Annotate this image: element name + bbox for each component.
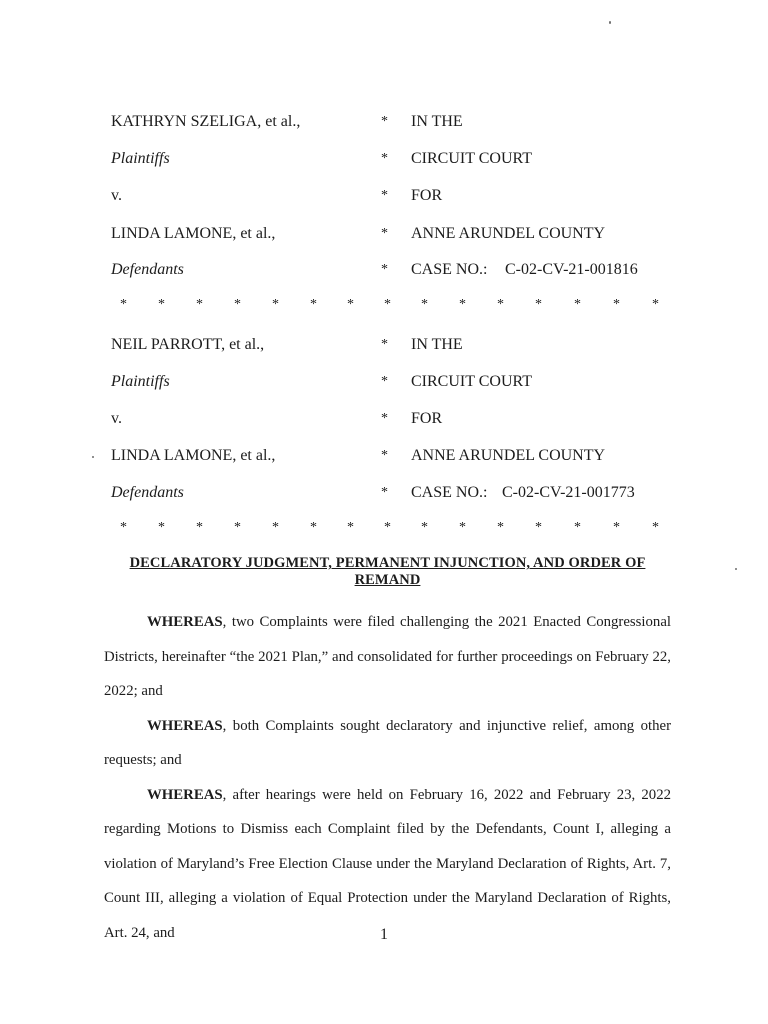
body-text xyxy=(104,605,671,950)
party-role: Plaintiffs xyxy=(111,373,170,390)
caption-star: * xyxy=(381,485,388,500)
caption-row xyxy=(0,444,768,468)
court-line: IN THE xyxy=(411,336,463,353)
separator-stars xyxy=(114,518,664,538)
separator-star: * xyxy=(497,520,504,535)
paragraph-text: , after hearings were held on February 16, 2022 and February 23, 2022 regarding Motions to Dismiss each Complaint filed by the Defendants, Count I, alleging a violation of Maryland’s Free Election Clause under the Maryland Declaration of Rights, Art. 7, Count III, alleging a violation of Equal Protection under the Maryland Declaration of Rights, Art. 24, and xyxy=(104,786,671,941)
separator-star: * xyxy=(196,297,203,312)
court-line: ANNE ARUNDEL COUNTY xyxy=(411,447,606,464)
caption-row xyxy=(0,333,768,357)
separator-star: * xyxy=(574,297,581,312)
separator-star: * xyxy=(497,297,504,312)
separator-star: * xyxy=(347,520,354,535)
case-no-label: CASE NO.: xyxy=(411,484,488,501)
caption-star: * xyxy=(381,337,388,352)
separator-star: * xyxy=(613,520,620,535)
court-line: FOR xyxy=(411,410,443,427)
caption-row xyxy=(0,184,768,208)
caption-row xyxy=(0,222,768,246)
paragraph-text: , both Complaints sought declaratory and injunctive relief, among other requests; and xyxy=(104,717,671,768)
scan-speck xyxy=(609,21,611,24)
caption-row xyxy=(0,370,768,394)
separator-star: * xyxy=(158,520,165,535)
separator-star: * xyxy=(535,520,542,535)
caption-star: * xyxy=(381,226,388,241)
separator-star: * xyxy=(196,520,203,535)
versus: v. xyxy=(111,410,122,427)
party-name: LINDA LAMONE, et al., xyxy=(111,447,276,464)
case-number: C-02-CV-21-001773 xyxy=(502,484,635,501)
separator-star: * xyxy=(384,520,391,535)
caption-row xyxy=(0,147,768,171)
caption-star: * xyxy=(381,411,388,426)
separator-star: * xyxy=(459,520,466,535)
whereas-lead: WHEREAS xyxy=(147,786,223,803)
whereas-lead: WHEREAS xyxy=(147,614,223,630)
court-line: ANNE ARUNDEL COUNTY xyxy=(411,225,606,242)
separator-star: * xyxy=(120,297,127,312)
separator-star: * xyxy=(347,297,354,312)
caption-star: * xyxy=(381,188,388,203)
separator-star: * xyxy=(652,520,659,535)
party-role: Defendants xyxy=(111,261,184,278)
caption-star: * xyxy=(381,114,388,129)
court-line: IN THE xyxy=(411,113,463,130)
separator-star: * xyxy=(384,297,391,312)
whereas-paragraph-3 xyxy=(104,778,671,951)
court-line: FOR xyxy=(411,187,443,204)
title-line-1: DECLARATORY JUDGMENT, PERMANENT INJUNCTION, AND ORDER OF xyxy=(129,555,646,571)
party-name: NEIL PARROTT, et al., xyxy=(111,336,265,353)
versus: v. xyxy=(111,187,122,204)
case-number: C-02-CV-21-001816 xyxy=(505,261,638,278)
separator-star: * xyxy=(120,520,127,535)
separator-star: * xyxy=(234,520,241,535)
separator-star: * xyxy=(158,297,165,312)
court-line: CIRCUIT COURT xyxy=(411,373,532,390)
caption-star: * xyxy=(381,448,388,463)
whereas-paragraph-2 xyxy=(104,709,671,778)
party-role: Defendants xyxy=(111,484,184,501)
scan-speck xyxy=(92,456,94,458)
separator-star: * xyxy=(234,297,241,312)
whereas-paragraph-1 xyxy=(104,605,671,709)
separator-stars xyxy=(114,295,664,315)
caption-star: * xyxy=(381,151,388,166)
party-role: Plaintiffs xyxy=(111,150,170,167)
separator-star: * xyxy=(272,520,279,535)
caption-row xyxy=(0,258,768,282)
paragraph-text: , two Complaints were filed challenging the 2021 Enacted Congressional Districts, hereinafter “the 2021 Plan,” and consolidated for further proceedings on February 22, 2022; and xyxy=(104,614,671,699)
separator-star: * xyxy=(310,297,317,312)
page-number: 1 xyxy=(380,926,388,943)
separator-star: * xyxy=(310,520,317,535)
separator-star: * xyxy=(613,297,620,312)
separator-star: * xyxy=(272,297,279,312)
separator-star: * xyxy=(459,297,466,312)
title-line-2: REMAND xyxy=(354,572,421,588)
caption-row xyxy=(0,110,768,134)
caption-star: * xyxy=(381,262,388,277)
separator-star: * xyxy=(535,297,542,312)
separator-star: * xyxy=(574,520,581,535)
court-line: CIRCUIT COURT xyxy=(411,150,532,167)
party-name: KATHRYN SZELIGA, et al., xyxy=(111,113,301,130)
case-no-label: CASE NO.: xyxy=(411,261,488,278)
whereas-lead: WHEREAS xyxy=(147,717,223,734)
party-name: LINDA LAMONE, et al., xyxy=(111,225,276,242)
separator-star: * xyxy=(652,297,659,312)
caption-row xyxy=(0,481,768,505)
separator-star: * xyxy=(421,520,428,535)
document-title xyxy=(100,555,675,589)
caption-row xyxy=(0,407,768,431)
caption-star: * xyxy=(381,374,388,389)
scan-speck xyxy=(735,568,737,570)
separator-star: * xyxy=(421,297,428,312)
